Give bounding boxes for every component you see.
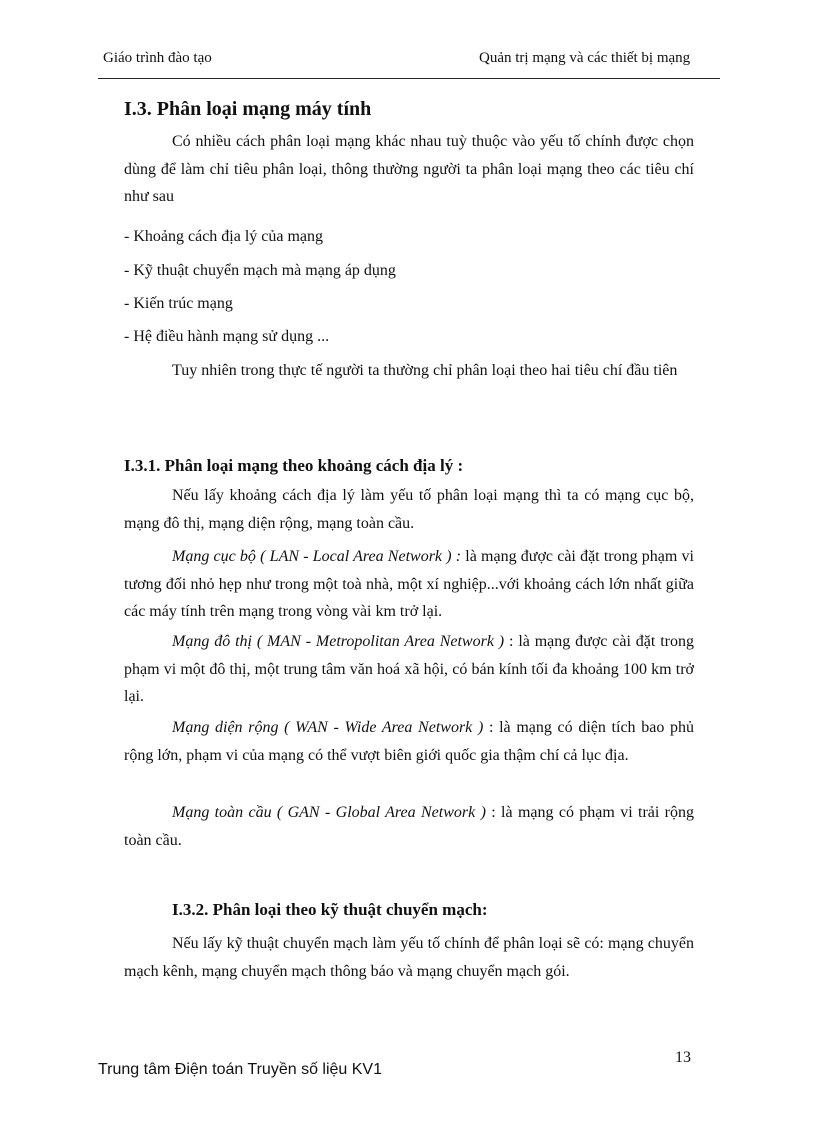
term-man: Mạng đô thị ( MAN - Metropolitan Area Network )	[172, 633, 505, 650]
section-intro: Có nhiều cách phân loại mạng khác nhau tuỳ thuộc vào yếu tố chính được chọn dùng để làm chỉ tiêu phân loại, thông thường người ta phân loại mạng theo các tiêu chí như sau	[124, 133, 694, 205]
page-number: 13	[675, 1049, 691, 1066]
criteria-item: - Kỹ thuật chuyển mạch mà mạng áp dụng	[124, 262, 396, 279]
section-note: Tuy nhiên trong thực tế người ta thường chỉ phân loại theo hai tiêu chí đầu tiên	[172, 362, 678, 379]
subsection-title-switching: I.3.2. Phân loại theo kỹ thuật chuyển mạch:	[172, 900, 488, 919]
term-gan: Mạng toàn cầu ( GAN - Global Area Network )	[172, 804, 486, 821]
desc-man: : là mạng được cài đặt trong phạm vi một đô thị, một trung tâm văn hoá xã hội, có bán kính tối đa khoảng 100 km trở lại.	[124, 633, 694, 705]
network-type-lan	[124, 543, 694, 626]
subsection-title-geographic: I.3.1. Phân loại mạng theo khoảng cách địa lý :	[124, 456, 464, 475]
criteria-item: - Hệ điều hành mạng sử dụng ...	[124, 328, 330, 345]
term-lan: Mạng cục bộ ( LAN - Local Area Network ) :	[172, 548, 462, 565]
header-divider	[98, 78, 720, 79]
term-wan: Mạng diện rộng ( WAN - Wide Area Network )	[172, 719, 484, 736]
network-type-wan	[124, 714, 694, 769]
subsection-intro-geographic: Nếu lấy khoảng cách địa lý làm yếu tố phân loại mạng thì ta có mạng cục bộ, mạng đô thị, mạng diện rộng, mạng toàn cầu.	[124, 487, 694, 532]
desc-lan: là mạng được cài đặt trong phạm vi tương đối nhỏ hẹp như trong một toà nhà, một xí nghiệp...với khoảng cách lớn nhất giữa các máy tính trên mạng trong vòng vài km trở lại.	[124, 548, 694, 620]
desc-wan: : là mạng có diện tích bao phủ rộng lớn, phạm vi của mạng có thể vượt biên giới quốc gia thậm chí cả lục địa.	[124, 719, 695, 764]
subsection-intro-switching: Nếu lấy kỹ thuật chuyển mạch làm yếu tố chính để phân loại sẽ có: mạng chuyển mạch kênh, mạng chuyển mạch thông báo và mạng chuyển mạch gói.	[124, 935, 694, 980]
footer-text: Trung tâm Điện toán Truyền số liệu KV1	[98, 1061, 382, 1078]
criteria-item: - Kiến trúc mạng	[124, 295, 233, 312]
network-type-man	[124, 628, 694, 711]
section-title: I.3. Phân loại mạng máy tính	[124, 98, 372, 120]
running-header-right: Quản trị mạng và các thiết bị mạng	[479, 50, 691, 66]
criteria-item: - Khoảng cách địa lý của mạng	[124, 228, 324, 245]
desc-gan: : là mạng có phạm vi trải rộng toàn cầu.	[124, 804, 694, 849]
network-type-gan	[124, 799, 694, 854]
running-header-left: Giáo trình đào tạo	[103, 50, 212, 66]
